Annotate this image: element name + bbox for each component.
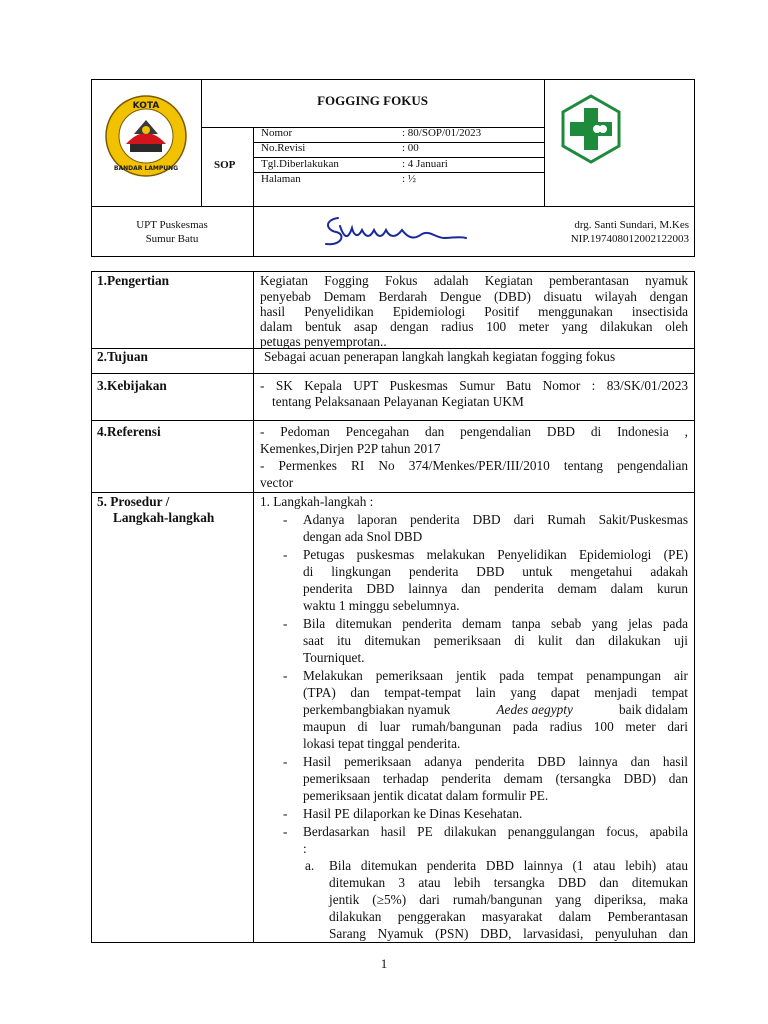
bullet-dash: -	[283, 512, 288, 527]
svg-text:KOTA: KOTA	[132, 101, 160, 111]
b4-line-2: (TPA) dan tempat-tempat lain yang dapat menjadi tempat	[303, 685, 688, 700]
b4-line-1: Melakukan pemeriksaan jentik pada tempat penampungan air	[303, 668, 688, 683]
sub-a-label: a.	[305, 858, 315, 873]
sub-a-line-3: jentik (≥5%) dari rumah/bangunan yang diperiksa, maka	[329, 892, 688, 907]
signature	[318, 208, 478, 254]
signer-nip: NIP.197408012002122003	[570, 233, 689, 245]
b1-line-2: dengan ada Snol DBD	[303, 529, 423, 544]
label-kebijakan: 3.Kebijakan	[97, 378, 167, 393]
sop-title: FOGGING FOKUS	[317, 93, 428, 108]
b4-line-3	[303, 701, 688, 718]
label-pengertian: 1.Pengertian	[97, 273, 170, 288]
b4-line-3-b: baik didalam	[618, 702, 688, 717]
bullet-dash: -	[283, 824, 288, 839]
kebijakan-line-2: tentang Pelaksanaan Pelayanan Kegiatan UKM	[272, 394, 524, 409]
b2-line-2: di lingkungan penderita DBD untuk mengetahui adakah	[303, 564, 688, 579]
org-line2: Sumur Batu	[145, 233, 199, 245]
meta-value-halaman: : ½	[402, 173, 417, 185]
pengertian-line-1: Kegiatan Fogging Fokus adalah Kegiatan pemberantasan nyamuk	[260, 273, 688, 288]
signer-name: drg. Santi Sundari, M.Kes	[574, 219, 689, 231]
b6-line-1: Hasil PE dilaporkan ke Dinas Kesehatan.	[303, 806, 523, 821]
bullet-dash: -	[283, 668, 288, 683]
kota-bandar-lampung-logo	[104, 94, 188, 178]
referensi-line-2: Kemenkes,Dirjen P2P tahun 2017	[260, 441, 441, 456]
b5-line-1: Hasil pemeriksaan adanya penderita DBD lainnya dan hasil	[303, 754, 688, 769]
b4-line-3-italic: Aedes aegypty	[496, 702, 573, 717]
label-prosedur-1: 5. Prosedur /	[97, 494, 170, 509]
meta-label-revisi: No.Revisi	[261, 142, 306, 154]
b7-line-1: Berdasarkan hasil PE dilakukan penanggulangan focus, apabila	[303, 824, 688, 839]
page-number: 1	[380, 956, 388, 971]
b5-line-3: pemeriksaan jentik dicatat dalam formulir PE.	[303, 788, 549, 803]
b1-line-1: Adanya laporan penderita DBD dari Rumah Sakit/Puskesmas	[303, 512, 688, 527]
svg-text:BANDAR LAMPUNG: BANDAR LAMPUNG	[113, 165, 179, 172]
sub-a-line-2: ditemukan 3 atau lebih tersangka DBD dan ditemukan	[329, 875, 688, 890]
meta-label-nomor: Nomor	[261, 127, 293, 139]
pengertian-line-2: penyebab Demam Berdarah Dengue (DBD) disuatu wilayah dengan	[260, 289, 688, 304]
sop-label: SOP	[214, 159, 236, 171]
referensi-line-1: - Pedoman Pencegahan dan pengendalian DBD di Indonesia ,	[260, 424, 688, 439]
referensi-line-4: vector	[260, 475, 294, 490]
sub-a-line-1: Bila ditemukan penderita DBD lainnya (1 atau lebih) atau	[329, 858, 688, 873]
b2-line-3: penderita DBD lainnya dan penderita demam dalam kurun	[303, 581, 688, 596]
pengertian-line-4: dalam bentuk asap dengan radius 100 meter yang dilakukan oleh	[260, 319, 688, 334]
b2-line-4: waktu 1 minggu sebelumnya.	[303, 598, 460, 613]
bullet-dash: -	[283, 616, 288, 631]
meta-value-tgl: : 4 Januari	[402, 158, 448, 170]
b4-line-3-a: perkembangbiakan nyamuk	[303, 702, 451, 717]
sub-a-line-5: Sarang Nyamuk (PSN) DBD, larvasidasi, penyuluhan dan	[329, 926, 688, 941]
step-title: 1. Langkah-langkah :	[260, 494, 374, 509]
puskesmas-logo	[560, 94, 622, 164]
pengertian-line-5: petugas penyemprotan..	[260, 334, 387, 349]
meta-value-nomor: : 80/SOP/01/2023	[402, 127, 482, 139]
b4-line-5: lokasi tepat tinggal penderita.	[303, 736, 461, 751]
sub-a-line-4: dilakukan penggerakan masyarakat dalam Pemberantasan	[329, 909, 688, 924]
referensi-line-3: - Permenkes RI No 374/Menkes/PER/III/2010 tentang pengendalian	[260, 458, 688, 473]
pengertian-line-3: hasil Penyelidikan Epidemiologi Positif menggunakan insectisida	[260, 304, 688, 319]
bullet-dash: -	[283, 806, 288, 821]
svg-text:Shuura: Shuura	[318, 208, 321, 209]
b3-line-1: Bila ditemukan penderita demam tanpa sebab yang jelas pada	[303, 616, 688, 631]
b4-line-4: maupun di luar rumah/bangunan pada radius 100 meter dari	[303, 719, 688, 734]
b3-line-3: Tourniquet.	[303, 650, 365, 665]
b7-line-2: :	[303, 841, 307, 856]
b5-line-2: pemeriksaan terhadap penderita demam (tersangka DBD) dan	[303, 771, 688, 786]
b2-line-1: Petugas puskesmas melakukan Penyelidikan Epidemiologi (PE)	[303, 547, 688, 562]
meta-label-halaman: Halaman	[261, 173, 301, 185]
label-referensi: 4.Referensi	[97, 424, 161, 439]
label-tujuan: 2.Tujuan	[97, 349, 148, 364]
meta-value-revisi: : 00	[402, 142, 419, 154]
bullet-dash: -	[283, 754, 288, 769]
kebijakan-line-1: - SK Kepala UPT Puskesmas Sumur Batu Nomor : 83/SK/01/2023	[260, 378, 688, 393]
label-prosedur-2: Langkah-langkah	[113, 510, 215, 525]
bullet-dash: -	[283, 547, 288, 562]
meta-label-tgl: Tgl.Diberlakukan	[261, 158, 339, 170]
b3-line-2: saat itu ditemukan pemeriksaan di kulit dan dilakukan uji	[303, 633, 688, 648]
org-line1: UPT Puskesmas	[136, 219, 208, 231]
tujuan-text: Sebagai acuan penerapan langkah langkah kegiatan fogging fokus	[264, 349, 616, 364]
